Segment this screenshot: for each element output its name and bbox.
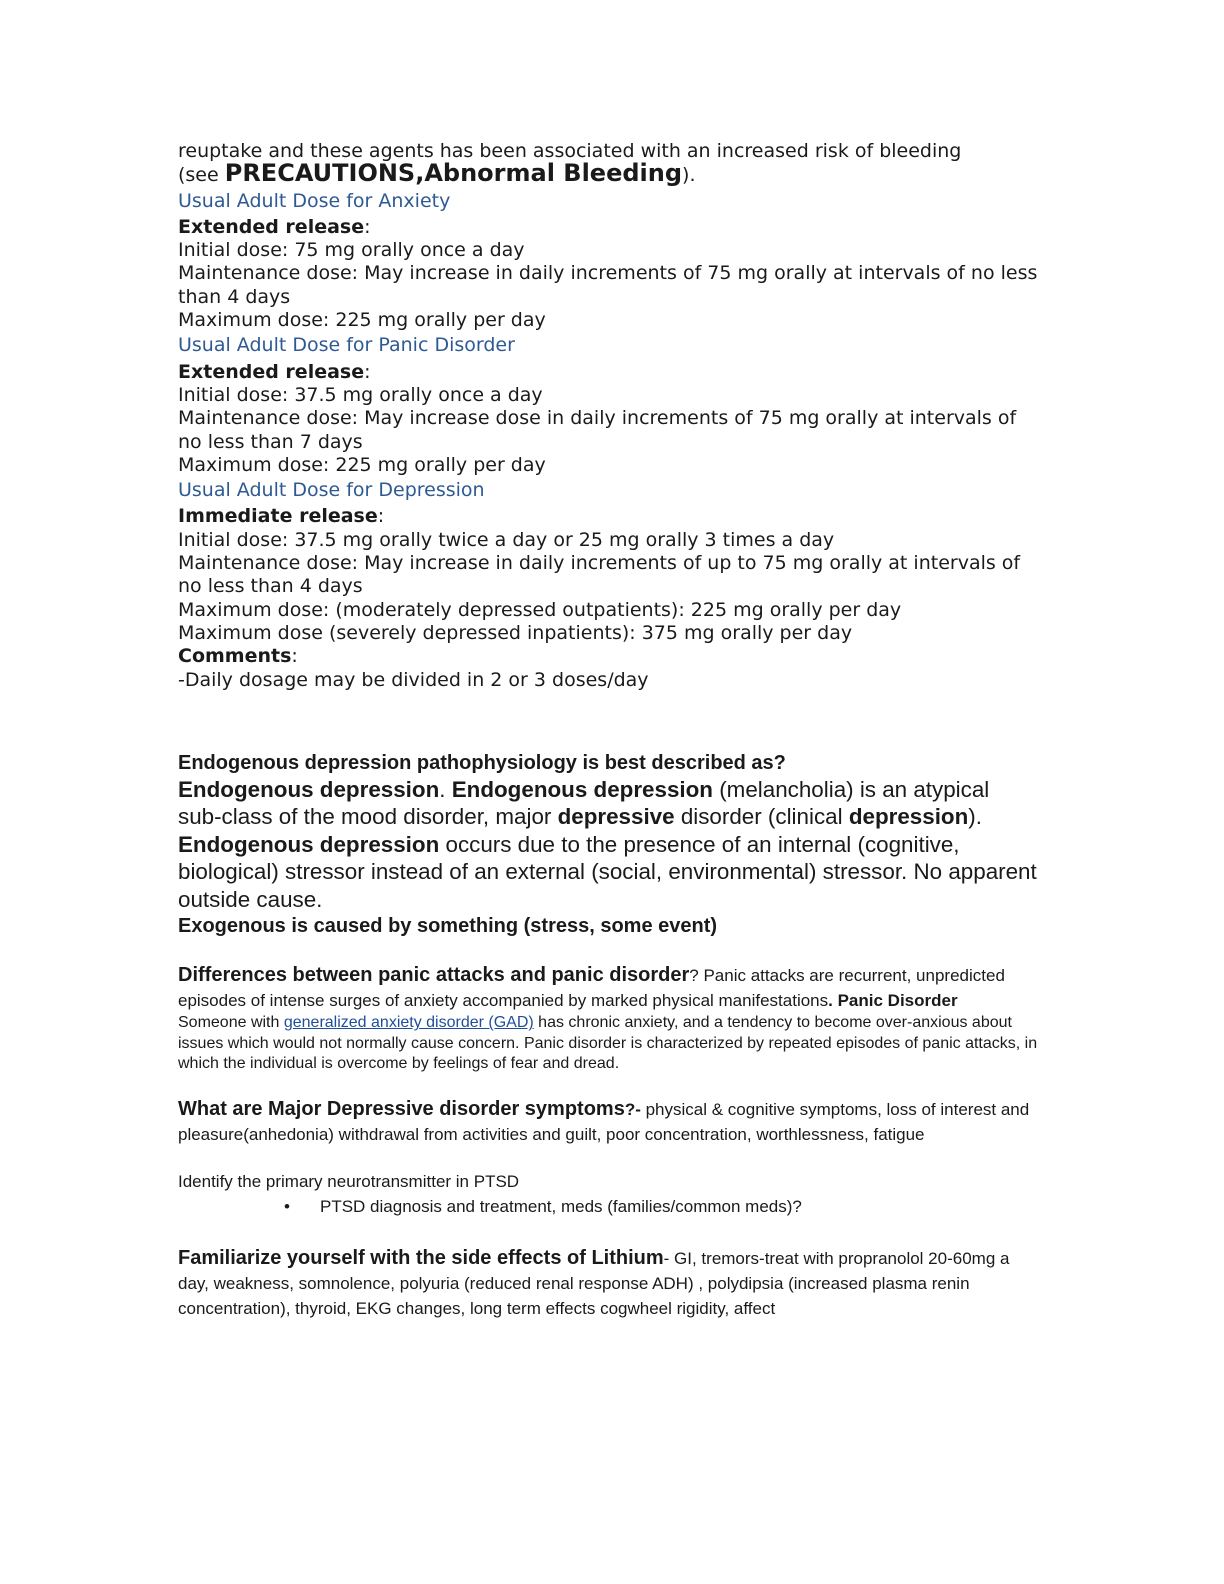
release-label: Extended release [178, 215, 365, 238]
depression-dose-heading: Usual Adult Dose for Depression [178, 479, 485, 502]
spacer [178, 939, 1038, 963]
colon: : [377, 505, 385, 528]
bold-term: Endogenous depression [178, 776, 440, 802]
answer-text: ? Panic attacks are recurrent, unpredicted episodes of intense surges of anxiety accompanied by marked physical manifestations [178, 966, 1005, 1011]
text: (melancholia) is an atypical sub-class of the mood disorder, major [178, 776, 990, 830]
depression-release [178, 505, 1038, 528]
see-text: (see [178, 164, 225, 187]
lithium-section [178, 1246, 1038, 1321]
anxiety-maintenance: Maintenance dose: May increase in daily increments of 75 mg orally at intervals of no less than 4 days [178, 262, 1038, 308]
spacer [178, 1147, 1038, 1169]
dot: . [828, 991, 838, 1011]
panic-dose-heading: Usual Adult Dose for Panic Disorder [178, 334, 515, 357]
comments-label-line [178, 645, 1038, 668]
spacer [178, 1075, 1038, 1097]
panic-maximum: Maximum dose: 225 mg orally per day [178, 453, 546, 476]
ptsd-section [178, 1169, 1038, 1219]
depression-initial: Initial dose: 37.5 mg orally twice a day or 25 mg orally 3 times a day [178, 528, 835, 551]
see-end: ). [682, 164, 696, 187]
depression-maintenance: Maintenance dose: May increase in daily increments of up to 75 mg orally at intervals of no less than 4 days [178, 552, 1021, 598]
panic-disorder-label: Panic Disorder [837, 991, 958, 1011]
depression-maximum-severe: Maximum dose (severely depressed inpatients): 375 mg orally per day [178, 621, 853, 644]
text: occurs due to the presence of an internal (cognitive, biological) stressor instead of an external (social, environmental) stressor. No apparent outside cause. [178, 831, 1037, 912]
colon: : [364, 215, 371, 238]
bold-term: Endogenous depression [178, 831, 440, 857]
text: disorder (clinical [674, 804, 849, 830]
answer-text: - GI, tremors-treat with propranolol 20-60mg a day, weakness, somnolence, polyuria (reduced renal response ADH) , polydipsia (increased plasma renin concentration), thyroid, EKG changes, long term effects cogwheel rigidity, affect [178, 1248, 1010, 1318]
intro-text: reuptake and these agents has been associated with an increased risk of bleeding [178, 140, 962, 162]
mdd-section [178, 1097, 1038, 1147]
endogenous-question: Endogenous depression pathophysiology is best described as? [178, 751, 786, 774]
panic-initial: Initial dose: 37.5 mg orally once a day [178, 383, 543, 406]
exogenous-line: Exogenous is caused by something (stress, some event) [178, 915, 718, 938]
precautions-reference: PRECAUTIONS,Abnormal Bleeding [224, 159, 683, 188]
comments-label: Comments [178, 645, 292, 668]
bold-term: Endogenous depression [451, 776, 713, 802]
text: . [439, 776, 452, 802]
mdd-question [178, 1097, 1038, 1147]
question-heading: Differences between panic attacks and panic disorder [178, 964, 690, 987]
gad-paragraph [178, 1013, 1038, 1075]
question-heading: What are Major Depressive disorder symptoms [178, 1097, 625, 1120]
dosing-section [178, 140, 1038, 692]
release-label: Immediate release [178, 505, 378, 528]
text: Someone with [178, 1014, 284, 1032]
panic-differences-section [178, 963, 1038, 1075]
text: has chronic anxiety, and a tendency to become over-anxious about issues which would not normally cause concern. Panic disorder is characterized by repeated episodes of panic attacks, in which the individual is overcome by feelings of fear and dread. [178, 1014, 1038, 1073]
intro-see-line [178, 159, 1038, 188]
bold-term: depressive [557, 804, 675, 830]
question-heading: Familiarize yourself with the side effects of Lithium [178, 1246, 664, 1269]
ptsd-bullets [178, 1194, 1038, 1219]
text: ). [968, 804, 982, 830]
spacer [178, 692, 1038, 750]
colon: : [364, 360, 371, 383]
ptsd-bullet: • PTSD diagnosis and treatment, meds (families/common meds)? [178, 1194, 1038, 1219]
spacer [178, 1219, 1038, 1246]
panic-differences-question [178, 963, 1038, 1013]
anxiety-dose-heading: Usual Adult Dose for Anxiety [178, 189, 451, 212]
bold-term: depression [848, 804, 969, 830]
endogenous-answer [178, 776, 1038, 914]
colon: : [291, 645, 298, 668]
depression-maximum-moderate: Maximum dose: (moderately depressed outpatients): 225 mg orally per day [178, 598, 902, 621]
answer-text: physical & cognitive symptoms, loss of interest and pleasure(anhedonia) withdrawal from activities and guilt, poor concentration, worthlessness, fatigue [178, 1099, 1030, 1144]
separator: ?- [624, 1099, 641, 1119]
document-page [178, 140, 1038, 1321]
panic-maintenance: Maintenance dose: May increase dose in daily increments of 75 mg orally at intervals of no less than 7 days [178, 407, 1017, 453]
gad-link[interactable]: generalized anxiety disorder (GAD) [283, 1014, 534, 1032]
anxiety-initial: Initial dose: 75 mg orally once a day [178, 239, 525, 262]
comment-text: -Daily dosage may be divided in 2 or 3 doses/day [178, 668, 649, 691]
anxiety-release [178, 216, 1038, 239]
release-label: Extended release [178, 360, 365, 383]
lithium-question [178, 1246, 1038, 1321]
endogenous-section [178, 750, 1038, 940]
anxiety-maximum: Maximum dose: 225 mg orally per day [178, 309, 546, 332]
panic-release [178, 361, 1038, 384]
ptsd-line: Identify the primary neurotransmitter in PTSD [178, 1171, 520, 1191]
